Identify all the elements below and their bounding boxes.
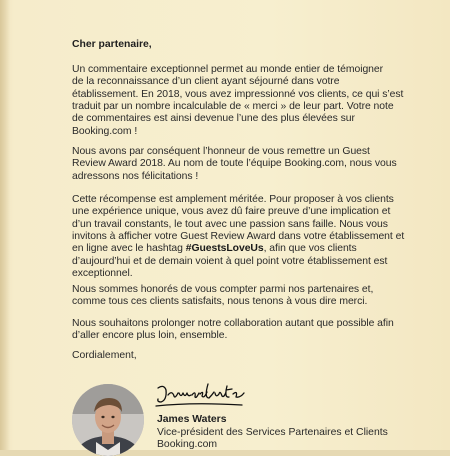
paragraph-line: établissement. En 2018, vous avez impressionné vos clients, ce qui s’est	[72, 88, 404, 100]
hashtag-prefix: en ligne avec le hashtag	[72, 243, 186, 255]
paragraph-3	[72, 194, 436, 280]
paragraph-5	[72, 318, 436, 343]
paragraph-line: Cette récompense est amplement méritée. Pour proposer à vos clients	[72, 194, 394, 205]
signer-name: James Waters	[157, 414, 227, 425]
hashtag: #GuestsLoveUs	[185, 243, 264, 255]
paragraph-line: d’un travail constants, le tout avec une passion sans faille. Nous vous	[72, 218, 388, 230]
paragraph-line: d’aujourd’hui et de demain voient à quel point votre établissement est	[72, 255, 388, 267]
avatar-portrait-icon	[72, 384, 144, 456]
hashtag-suffix: , afin que vos clients	[263, 243, 357, 255]
paragraph-line: comme tous ces clients satisfaits, nous tenons à vous dire merci.	[72, 296, 368, 308]
paragraph-line: Booking.com !	[72, 125, 138, 137]
closing: Cordialement,	[72, 350, 137, 361]
paragraph-line: de la reconnaissance d’un client ayant séjourné dans votre	[72, 76, 340, 88]
signer-company: Booking.com	[157, 439, 218, 450]
paragraph-line: Nous souhaitons prolonger notre collaboration autant que possible afin	[72, 318, 394, 329]
handwritten-signature	[152, 378, 247, 410]
paragraph-line: une expérience unique, vous avez dû faire preuve d’une implication et	[72, 206, 391, 218]
paragraph-4	[72, 284, 436, 309]
paragraph-1	[72, 64, 436, 138]
paragraph-line: Nous avons par conséquent l’honneur de vous remettre un Guest	[72, 146, 370, 157]
paragraph-line: adressons nos félicitations !	[72, 170, 199, 182]
hashtag-line	[72, 243, 436, 255]
paragraph-line: Un commentaire exceptionnel permet au monde entier de témoigner	[72, 64, 384, 75]
paragraph-line: exceptionnel.	[72, 268, 133, 280]
paragraph-line: d’aller encore plus loin, ensemble.	[72, 330, 228, 342]
paragraph-line: de commentaires est ainsi devenue l’une des plus élevées sur	[72, 113, 355, 125]
paragraph-line: Nous sommes honorés de vous compter parmi nos partenaires et,	[72, 284, 374, 295]
signer-avatar	[72, 384, 144, 456]
paragraph-line: Review Award 2018. Au nom de toute l’équipe Booking.com, nous vous	[72, 158, 397, 170]
page-edge-shadow	[0, 0, 10, 450]
signer-title: Vice-président des Services Partenaires et Clients	[157, 427, 388, 438]
paragraph-2	[72, 146, 436, 183]
paragraph-line: invitons à afficher votre Guest Review Award dans votre établissement et	[72, 231, 405, 243]
greeting: Cher partenaire,	[72, 39, 152, 50]
paragraph-line: traduit par un nombre incalculable de « merci » de leur part. Votre note	[72, 101, 394, 113]
